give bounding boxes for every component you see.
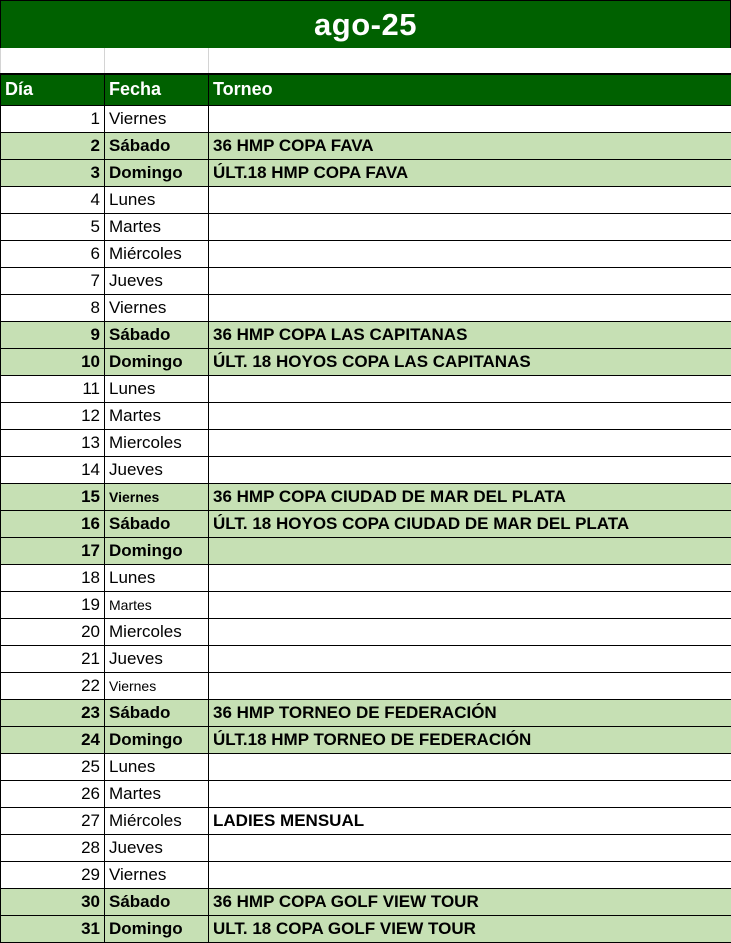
table-row (1, 456, 731, 483)
empty-row (1, 48, 731, 74)
torneo-cell[interactable]: ÚLT. 18 HOYOS COPA CIUDAD DE MAR DEL PLATA (209, 510, 731, 537)
torneo-cell[interactable] (209, 429, 731, 456)
table-row (1, 834, 731, 861)
day-cell[interactable]: 10 (1, 348, 105, 375)
day-cell[interactable]: 28 (1, 834, 105, 861)
table-row (1, 861, 731, 888)
torneo-cell[interactable]: 36 HMP TORNEO DE FEDERACIÓN (209, 699, 731, 726)
fecha-cell[interactable]: Jueves (105, 645, 209, 672)
torneo-cell[interactable] (209, 267, 731, 294)
torneo-cell[interactable]: 36 HMP COPA GOLF VIEW TOUR (209, 888, 731, 915)
table-row (1, 780, 731, 807)
torneo-cell[interactable] (209, 402, 731, 429)
table-row (1, 429, 731, 456)
header-fecha[interactable]: Fecha (105, 74, 209, 105)
fecha-cell[interactable]: Domingo (105, 915, 209, 942)
table-row (1, 672, 731, 699)
day-cell[interactable]: 5 (1, 213, 105, 240)
day-cell[interactable]: 4 (1, 186, 105, 213)
fecha-cell[interactable]: Viernes (105, 483, 209, 510)
table-row (1, 159, 731, 186)
table-row (1, 726, 731, 753)
fecha-cell[interactable]: Sábado (105, 888, 209, 915)
fecha-cell[interactable]: Martes (105, 591, 209, 618)
day-cell[interactable]: 26 (1, 780, 105, 807)
table-row (1, 375, 731, 402)
fecha-cell[interactable]: Lunes (105, 375, 209, 402)
table-row (1, 105, 731, 132)
torneo-cell[interactable] (209, 240, 731, 267)
torneo-cell[interactable]: 36 HMP COPA CIUDAD DE MAR DEL PLATA (209, 483, 731, 510)
fecha-cell[interactable]: Viernes (105, 672, 209, 699)
fecha-cell[interactable]: Viernes (105, 861, 209, 888)
table-row (1, 618, 731, 645)
torneo-cell[interactable] (209, 591, 731, 618)
table-row (1, 240, 731, 267)
torneo-cell[interactable]: LADIES MENSUAL (209, 807, 731, 834)
empty-cell[interactable] (105, 48, 209, 74)
fecha-cell[interactable]: Lunes (105, 753, 209, 780)
fecha-cell[interactable]: Domingo (105, 726, 209, 753)
day-cell[interactable]: 21 (1, 645, 105, 672)
empty-cell[interactable] (1, 48, 105, 74)
torneo-cell[interactable] (209, 834, 731, 861)
fecha-cell[interactable]: Domingo (105, 348, 209, 375)
fecha-cell[interactable]: Lunes (105, 564, 209, 591)
fecha-cell[interactable]: Viernes (105, 294, 209, 321)
day-cell[interactable]: 19 (1, 591, 105, 618)
fecha-cell[interactable]: Jueves (105, 834, 209, 861)
schedule-table (0, 48, 731, 943)
table-row (1, 510, 731, 537)
fecha-cell[interactable]: Jueves (105, 267, 209, 294)
table-row (1, 888, 731, 915)
day-cell[interactable]: 18 (1, 564, 105, 591)
fecha-cell[interactable]: Miércoles (105, 807, 209, 834)
day-cell[interactable]: 2 (1, 132, 105, 159)
day-cell[interactable]: 29 (1, 861, 105, 888)
day-cell[interactable]: 27 (1, 807, 105, 834)
day-cell[interactable]: 17 (1, 537, 105, 564)
empty-cell[interactable] (209, 48, 731, 74)
torneo-cell[interactable]: 36 HMP COPA FAVA (209, 132, 731, 159)
day-cell[interactable]: 7 (1, 267, 105, 294)
day-cell[interactable]: 1 (1, 105, 105, 132)
table-row (1, 132, 731, 159)
day-cell[interactable]: 20 (1, 618, 105, 645)
torneo-cell[interactable] (209, 456, 731, 483)
fecha-cell[interactable]: Martes (105, 402, 209, 429)
day-cell[interactable]: 12 (1, 402, 105, 429)
fecha-cell[interactable]: Miercoles (105, 429, 209, 456)
table-row (1, 564, 731, 591)
table-row (1, 699, 731, 726)
fecha-cell[interactable]: Martes (105, 780, 209, 807)
month-title: ago-25 (0, 0, 731, 48)
fecha-cell[interactable]: Lunes (105, 186, 209, 213)
torneo-cell[interactable]: 36 HMP COPA LAS CAPITANAS (209, 321, 731, 348)
header-dia[interactable]: Día (1, 74, 105, 105)
fecha-cell[interactable]: Viernes (105, 105, 209, 132)
table-row (1, 348, 731, 375)
day-cell[interactable]: 13 (1, 429, 105, 456)
fecha-cell[interactable]: Domingo (105, 537, 209, 564)
table-row (1, 807, 731, 834)
day-cell[interactable]: 15 (1, 483, 105, 510)
fecha-cell[interactable]: Sábado (105, 321, 209, 348)
torneo-cell[interactable]: ÚLT.18 HMP COPA FAVA (209, 159, 731, 186)
day-cell[interactable]: 9 (1, 321, 105, 348)
torneo-cell[interactable] (209, 618, 731, 645)
fecha-cell[interactable]: Sábado (105, 699, 209, 726)
torneo-cell[interactable] (209, 213, 731, 240)
day-cell[interactable]: 31 (1, 915, 105, 942)
table-row (1, 402, 731, 429)
table-row (1, 321, 731, 348)
torneo-cell[interactable] (209, 375, 731, 402)
torneo-cell[interactable] (209, 645, 731, 672)
fecha-cell[interactable]: Sábado (105, 132, 209, 159)
fecha-cell[interactable]: Sábado (105, 510, 209, 537)
torneo-cell[interactable]: ÚLT. 18 HOYOS COPA LAS CAPITANAS (209, 348, 731, 375)
header-row (1, 74, 731, 105)
table-row (1, 915, 731, 942)
header-torneo[interactable]: Torneo (209, 74, 731, 105)
fecha-cell[interactable]: Jueves (105, 456, 209, 483)
torneo-cell[interactable] (209, 186, 731, 213)
torneo-cell[interactable] (209, 537, 731, 564)
table-row (1, 591, 731, 618)
day-cell[interactable]: 30 (1, 888, 105, 915)
day-cell[interactable]: 24 (1, 726, 105, 753)
table-row (1, 213, 731, 240)
table-row (1, 267, 731, 294)
fecha-cell[interactable]: Miercoles (105, 618, 209, 645)
day-cell[interactable]: 11 (1, 375, 105, 402)
table-row (1, 645, 731, 672)
torneo-cell[interactable] (209, 780, 731, 807)
day-cell[interactable]: 23 (1, 699, 105, 726)
day-cell[interactable]: 16 (1, 510, 105, 537)
torneo-cell[interactable] (209, 294, 731, 321)
torneo-cell[interactable] (209, 753, 731, 780)
day-cell[interactable]: 22 (1, 672, 105, 699)
fecha-cell[interactable]: Martes (105, 213, 209, 240)
torneo-cell[interactable] (209, 564, 731, 591)
day-cell[interactable]: 6 (1, 240, 105, 267)
day-cell[interactable]: 8 (1, 294, 105, 321)
fecha-cell[interactable]: Miércoles (105, 240, 209, 267)
torneo-cell[interactable]: ULT. 18 COPA GOLF VIEW TOUR (209, 915, 731, 942)
table-row (1, 483, 731, 510)
day-cell[interactable]: 25 (1, 753, 105, 780)
table-row (1, 753, 731, 780)
torneo-cell[interactable]: ÚLT.18 HMP TORNEO DE FEDERACIÓN (209, 726, 731, 753)
table-row (1, 294, 731, 321)
table-row (1, 537, 731, 564)
fecha-cell[interactable]: Domingo (105, 159, 209, 186)
torneo-cell[interactable] (209, 672, 731, 699)
torneo-cell[interactable] (209, 861, 731, 888)
torneo-cell[interactable] (209, 105, 731, 132)
day-cell[interactable]: 14 (1, 456, 105, 483)
day-cell[interactable]: 3 (1, 159, 105, 186)
table-row (1, 186, 731, 213)
